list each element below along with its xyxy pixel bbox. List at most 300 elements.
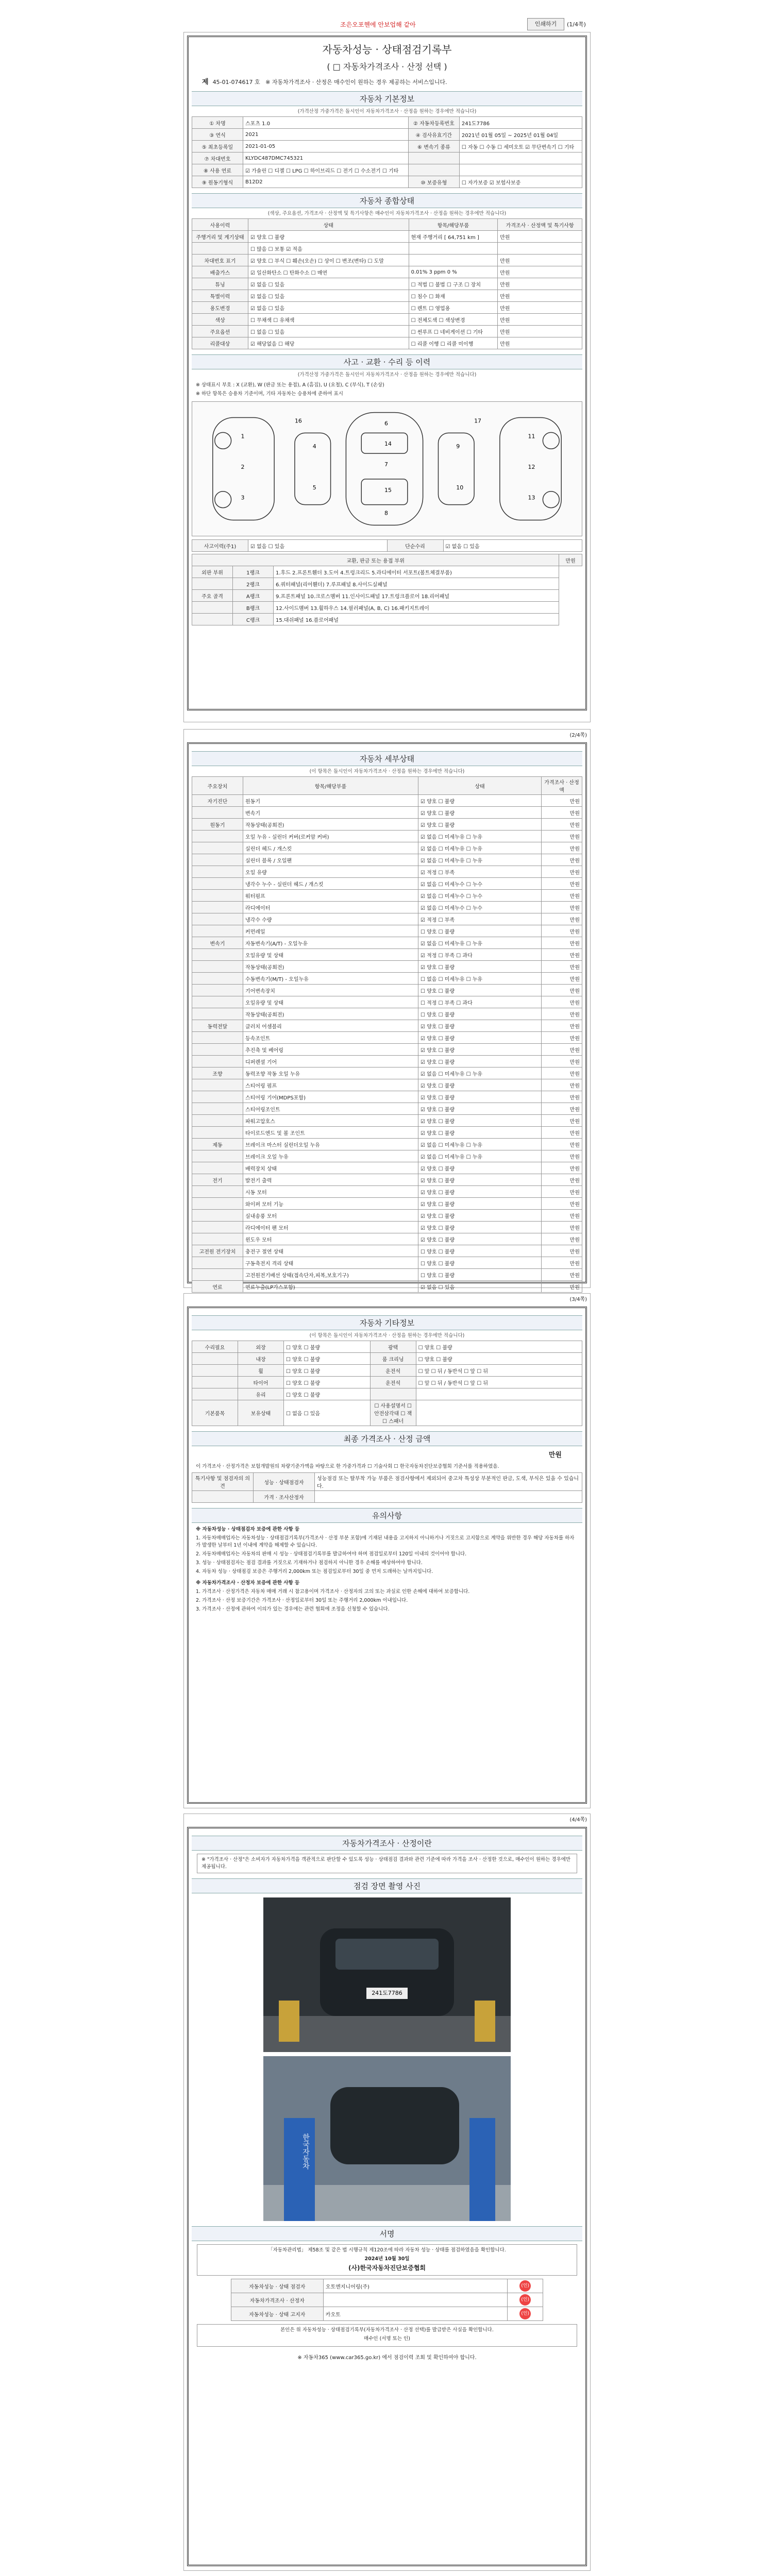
detail-state: ☐ 양호 ☐ 불량 [418,925,542,937]
detail-title: 자동차 세부상태 [192,751,582,766]
status-cell: 만원 [498,337,582,349]
other-cell: 타이어 [238,1377,284,1388]
detail-price: 만원 [542,1162,582,1174]
basic-info-cell: 2021년 01월 05일 ~ 2025년 01월 04일 [459,129,582,141]
detail-item: 라디에이터 [243,902,418,913]
document-title: 자동차성능 · 상태점검기록부 [322,43,452,56]
detail-state: ☑ 양호 ☐ 불량 [418,1186,542,1198]
basic-info-row [192,141,582,152]
detail-row [192,1198,582,1210]
status-cell: ☑ 해당없음 ☐ 해당 [248,337,409,349]
detail-state: ☑ 양호 ☐ 불량 [418,807,542,819]
price-note: 이 가격조사 · 산정가격은 보험개발원의 차량기준가액을 바탕으로 한 가중가격과 ☐ 기술사회 ☐ 한국자동차진단보증협회 기준서를 적용하였음. [196,1464,499,1469]
diagram-part-label: 12 [528,464,535,470]
detail-group [192,1032,243,1044]
basic-info-cell: ⑨ 원동기형식 [192,176,243,188]
detail-group: 변속기 [192,937,243,949]
detail-price: 만원 [542,878,582,890]
other-row [192,1400,582,1426]
frame-title: 교환, 판금 또는 용접 부위 [192,554,559,566]
detail-group [192,1198,243,1210]
detail-item: 변속기 [243,807,418,819]
status-cell: ☑ 없음 ☐ 있음 [248,278,409,290]
detail-group: 원동기 [192,819,243,831]
frame-cell: 외판 부위 [192,566,233,578]
detail-item: 작동상태(공회전) [243,1008,418,1020]
detail-state: ☑ 양호 ☐ 불량 [418,961,542,973]
basic-info-cell [408,164,459,176]
detail-price: 만원 [542,1115,582,1127]
detail-price: 만원 [542,949,582,961]
plate-number: 241도7786 [372,1990,402,1996]
detail-row [192,1008,582,1020]
detail-row [192,1079,582,1091]
status-cell: ☐ 적법 ☐ 불법 ☐ 구조 ☐ 장치 [409,278,498,290]
status-row [192,290,582,302]
detail-state: ☐ 양호 ☐ 불량 [418,1008,542,1020]
note-item: 3. 가격조사 · 산정에 관하여 이의가 있는 경우에는 관련 협회에 조정을 신청할 수 있습니다. [196,1606,390,1612]
other-row [192,1377,582,1388]
status-row [192,243,582,255]
detail-group [192,831,243,842]
detail-item: 실린더 블록 / 오일팬 [243,854,418,866]
price-table [192,1472,582,1503]
status-cell: ☐ 침수 ☐ 화재 [409,290,498,302]
detail-item: 원동기 [243,795,418,807]
detail-state: ☐ 적정 ☐ 부족 ☐ 과다 [418,996,542,1008]
detail-item: 수동변속기(M/T) - 오일누유 [243,973,418,985]
other-cell [192,1365,238,1377]
detail-group [192,1103,243,1115]
price-cell [192,1491,254,1503]
basic-info-cell [459,164,582,176]
basic-info-cell [408,152,459,164]
detail-sub: (이 항목은 돌시인이 자동차가격조사 · 산정을 원하는 경우에만 적습니다) [309,769,465,774]
basic-info-cell: 241도7786 [459,117,582,129]
detail-row [192,1210,582,1222]
detail-price: 만원 [542,1056,582,1067]
detail-item: 스티어링조인트 [243,1103,418,1115]
diagram-part-label: 4 [312,443,316,450]
page-4-number: (4/4쪽) [569,1817,587,1823]
detail-state: ☑ 적정 ☐ 부족 [418,913,542,925]
frame-table [192,554,582,625]
status-cell: ☐ 전체도색 ☐ 색상변경 [409,314,498,326]
detail-row [192,985,582,996]
status-cell: ☑ 없음 ☐ 있음 [248,302,409,314]
detail-group [192,1257,243,1269]
status-cell: 주요옵션 [192,326,248,337]
status-cell: ☑ 양호 ☐ 부식 ☐ 훼손(오손) ☐ 상이 ☐ 변조(변타) ☐ 도말 [248,255,409,266]
other-cell [192,1353,238,1365]
detail-row [192,1056,582,1067]
detail-item: 와이퍼 모터 기능 [243,1198,418,1210]
diagram-part-label: 9 [456,443,460,450]
other-cell: ☐ 양호 ☐ 불량 [284,1377,371,1388]
document-number: 제 45-01-074617 호 ※ 자동차가격조사 · 산정은 매수인이 원하는 경우 제공하는 서비스입니다. [202,78,447,86]
detail-group [192,1044,243,1056]
status-cell: 주행거리 및 계기상태 [192,231,248,243]
other-cell: 운전석 [370,1365,416,1377]
frame-cell: A랭크 [233,590,274,602]
other-cell: 보유상태 [238,1400,284,1426]
frame-cell: 1랭크 [233,566,274,578]
detail-state: ☑ 없음 ☐ 미세누유 ☐ 누유 [418,842,542,854]
detail-item: 발전기 출력 [243,1174,418,1186]
detail-group [192,807,243,819]
detail-state: ☑ 양호 ☐ 불량 [418,1198,542,1210]
detail-price: 만원 [542,996,582,1008]
detail-state: ☑ 없음 ☐ 미세누수 ☐ 누수 [418,890,542,902]
detail-price: 만원 [542,1210,582,1222]
detail-row [192,854,582,866]
detail-price: 만원 [542,1186,582,1198]
status-cell: 0.01% 3 ppm 0 % [409,266,498,278]
detail-price: 만원 [542,819,582,831]
detail-group: 동력전달 [192,1020,243,1032]
detail-group [192,1222,243,1233]
detail-price: 만원 [542,961,582,973]
detail-row [192,1222,582,1233]
seal-stamp-icon: (인) [519,2308,531,2319]
print-button[interactable]: 인쇄하기 [527,18,564,30]
detail-state: ☑ 양호 ☐ 불량 [418,1115,542,1127]
detail-state: ☑ 양호 ☐ 불량 [418,1127,542,1139]
detail-price: 만원 [542,985,582,996]
detail-state: ☑ 양호 ☐ 불량 [418,1091,542,1103]
note-item: 2. 가격조사 · 산정 보증기간은 가격조사 · 산정일로부터 30일 또는 주행거리 2,000km 이내입니다. [196,1598,408,1603]
accident-title: 사고 · 교환 · 수리 등 이력 [192,354,582,369]
detail-state: ☐ 없음 ☐ 미세누유 ☐ 누유 [418,973,542,985]
other-table [192,1341,582,1426]
detail-group [192,1056,243,1067]
detail-price: 만원 [542,1139,582,1150]
detail-price: 만원 [542,1257,582,1269]
price-cell: 성능점검 또는 탈부착 가능 부품은 점검사항에서 제외되어 중고차 특성상 부분적인 판금, 도색, 부식은 있을 수 있습니다. [315,1473,582,1491]
basic-info-cell: KLYDC487DMC745321 [243,152,409,164]
status-cell: ☐ 없음 ☐ 있음 [248,326,409,337]
detail-row [192,866,582,878]
frame-cell [192,578,233,590]
detail-price: 만원 [542,937,582,949]
status-row [192,337,582,349]
sign-table [231,2279,543,2321]
diagram-part-label: 6 [384,420,388,427]
detail-state: ☑ 없음 ☐ 미세누유 ☐ 누유 [418,1067,542,1079]
status-header: 사용이력 [192,219,248,231]
detail-row [192,1020,582,1032]
status-table [192,218,582,349]
detail-state: ☑ 양호 ☐ 불량 [418,1103,542,1115]
basic-info-cell: ② 자동차등록번호 [408,117,459,129]
page-3-number: (3/4쪽) [569,1297,587,1302]
detail-group [192,973,243,985]
detail-row [192,925,582,937]
basic-info-table [192,116,582,188]
detail-row [192,1174,582,1186]
detail-row [192,1269,582,1281]
sign-name: 카오토 [323,2307,507,2321]
detail-price: 만원 [542,1281,582,1293]
price-title: 최종 가격조사 · 산정 금액 [192,1431,582,1446]
detail-price: 만원 [542,1174,582,1186]
detail-item: 배력장치 상태 [243,1162,418,1174]
status-cell: 색상 [192,314,248,326]
detail-group [192,1091,243,1103]
note-item: 4. 자동차 성능 · 상태점검 보증은 주행거리 2,000km 또는 점검일로부터 30일 중 먼저 도래하는 날까지입니다. [196,1569,433,1574]
detail-row [192,949,582,961]
detail-item: 냉각수 누수 - 실린더 헤드 / 개스킷 [243,878,418,890]
detail-item: 워터펌프 [243,890,418,902]
status-cell: 현재 주행거리 [ 64,751 km ] [409,231,498,243]
detail-row [192,937,582,949]
status-cell: ☑ 없음 ☐ 있음 [248,290,409,302]
page-number: (1/4쪽) [567,21,586,28]
footer-note: ※ 자동차365 (www.car365.go.kr) 에서 점검이력 조회 및 확인하여야 합니다. [297,2355,477,2361]
detail-item: 타이로드엔드 및 볼 조인트 [243,1127,418,1139]
note-item: 1. 자동차매매업자는 자동차성능 · 상태점검기록부(가격조사 · 산정 부분 포함)에 기재된 내용을 고지하지 아니하거나 거짓으로 고지함으로 계약을 위반한 경우 해당 자동차를 하자가 발생한 날부터 1년 이내에 계약을 해제할 수 있습니다. [196,1535,575,1548]
detail-item: 오일 누유 - 실린더 커버(로커암 커버) [243,831,418,842]
sign-role: 자동차성능 · 상태 점검자 [231,2279,323,2293]
detail-state: ☑ 적정 ☐ 부족 ☐ 과다 [418,949,542,961]
diagram-part-label: 10 [456,484,464,491]
basic-info-title: 자동차 기본정보 [192,91,582,106]
detail-row [192,1186,582,1198]
detail-group: 고전원 전기장치 [192,1245,243,1257]
sign-seal [508,2307,543,2321]
detail-row [192,878,582,890]
note-item: 2. 자동차매매업자는 자동차의 판매 시 성능 · 상태점검기록부를 발급하여야 하며 점검일로부터 120일 이내의 것이어야 합니다. [196,1551,467,1557]
detail-state: ☑ 양호 ☐ 불량 [418,1174,542,1186]
detail-price: 만원 [542,1222,582,1233]
status-row [192,326,582,337]
diagram-part-label: 11 [528,433,535,440]
price-unit: 만원 [548,1451,562,1459]
detail-item: 충전구 절연 상태 [243,1245,418,1257]
detail-item: 등속조인트 [243,1032,418,1044]
status-cell: ☑ 양호 ☐ 불량 [248,231,409,243]
detail-row [192,1067,582,1079]
car-outline-icon [192,402,582,536]
detail-group [192,1269,243,1281]
other-cell: ☐ 양호 ☐ 불량 [416,1341,582,1353]
detail-group [192,842,243,854]
detail-row [192,913,582,925]
detail-item: 오일 유량 [243,866,418,878]
detail-row [192,1162,582,1174]
other-cell: 내장 [238,1353,284,1365]
detail-state: ☑ 양호 ☐ 불량 [418,1210,542,1222]
detail-row [192,996,582,1008]
diagram-part-label: 1 [241,433,245,440]
status-cell [498,243,582,255]
detail-price: 만원 [542,1091,582,1103]
detail-group [192,1079,243,1091]
detail-item: 클러치 어셈블리 [243,1020,418,1032]
other-cell: ☐ 사용설명서 ☐ 안전삼각대 ☐ 잭 ☐ 스패너 [370,1400,416,1426]
status-cell [409,243,498,255]
detail-item: 실린더 헤드 / 개스킷 [243,842,418,854]
basic-info-cell: 스포츠 1.0 [243,117,409,129]
detail-state: ☑ 없음 ☐ 미세누유 ☐ 누유 [418,937,542,949]
detail-price: 만원 [542,866,582,878]
status-cell: 만원 [498,302,582,314]
note-item: 1. 가격조사 · 산정가격은 자동차 매매 거래 시 참고용이며 가격조사 · 산정자의 고의 또는 과실로 인한 손해에 대하여 보증합니다. [196,1589,470,1595]
detail-state: ☑ 없음 ☐ 미세누수 ☐ 누수 [418,902,542,913]
detail-item: 실내송풍 모터 [243,1210,418,1222]
detail-row [192,1245,582,1257]
other-cell: 룸 크리닝 [370,1353,416,1365]
price-cell: 특기사항 및 점검자의 의견 [192,1473,254,1491]
accident-row [192,540,582,552]
basic-info-cell: ☑ 가솔린 ☐ 디젤 ☐ LPG ☐ 하이브리드 ☐ 전기 ☐ 수소전기 ☐ 기타 [243,164,409,176]
detail-price: 만원 [542,1044,582,1056]
status-cell: 만원 [498,231,582,243]
status-cell: 만원 [498,314,582,326]
status-sub: (색상, 주요옵션, 가격조사 · 산정액 및 특기사항은 매수인이 자동차가격조사 · 산정을 원하는 경우에만 적습니다) [267,211,507,216]
detail-price: 만원 [542,831,582,842]
basic-info-cell: ⑤ 최초등록일 [192,141,243,152]
detail-row [192,902,582,913]
detail-state: ☐ 양호 ☐ 불량 [418,1269,542,1281]
frame-row [192,614,582,625]
detail-row [192,1032,582,1044]
detail-row [192,1150,582,1162]
detail-state: ☑ 양호 ☐ 불량 [418,1020,542,1032]
detail-group [192,985,243,996]
basic-info-cell: B12D2 [243,176,409,188]
diagram-part-label: 8 [384,510,388,517]
status-row [192,278,582,290]
frame-cell: 2랭크 [233,578,274,590]
notes-section-1: ※ 자동차성능 · 상태점검자 보증에 관한 사항 등 1. 자동차매매업자는 자동차성능 · 상태점검기록부(가격조사 · 산정 부분 포함)에 기재된 내용을 고지하지 아니하거나 거짓으로 고지함으로 계약을 위반한 경우 해당 자동차를 하자가 발생한 날부터 1년 이내에 계약을 해제할 수 있습니다. 2. 자동차매매업자는 자동차의 판매 시 성능 · 상태점검기록부를 발급하여야 하며 점검일로부터 120일 이내의 것이어야 합니다. 3. 성능 · 상태점검자는 점검 결과를 거짓으로 기재하거나 점검하지 아니한 경우 손해를 배상하여야 합니다. 4. 자동차 성능 · 상태점검 보증은 주행거리 2,000km 또는 점검일로부터 30일 중 먼저 도래하는 날까지입니다. ※ 자동차가격조사 · 산정자 보증에 관한 사항 등 1. 가격조사 · 산정가격은 자동차 매매 거래 시 참고용이며 가격조사 · 산정자의 고의 또는 과실로 인한 손해에 대하여 보증합니다. 2. 가격조사 · 산정 보증기간은 가격조사 · 산정일로부터 30일 또는 주행거리 2,000km 이내입니다. 3. 가격조사 · 산정에 관하여 이의가 있는 경우에는 관련 협회에 조정을 신청할 수 있습니다. [192,1524,582,1617]
detail-price: 만원 [542,795,582,807]
sign-row [231,2293,543,2307]
diagram-part-label: 5 [312,484,316,491]
detail-state: ☑ 없음 ☐ 미세누수 ☐ 누수 [418,878,542,890]
photo-sign-text: 한국자동차 [301,2133,310,2170]
note-item: 3. 성능 · 상태점검자는 점검 결과를 거짓으로 기재하거나 점검하지 아니한 경우 손해를 배상하여야 합니다. [196,1560,423,1566]
sign-name: 오토엔지니어링(주) [323,2279,507,2293]
detail-state: ☑ 적정 ☐ 부족 [418,866,542,878]
detail-header: 가격조사 · 산정액 [542,777,582,795]
other-cell: 유리 [238,1388,284,1400]
sign-title: 서명 [192,2226,582,2241]
intro-title: 자동차가격조사 · 산정이란 [192,1836,582,1851]
accident-cell: 사고이력(주1) [192,540,248,552]
detail-row [192,1127,582,1139]
detail-row [192,1091,582,1103]
other-cell: 기본품목 [192,1400,238,1426]
detail-item: 냉각수 수량 [243,913,418,925]
detail-state: ☑ 양호 ☐ 불량 [418,1056,542,1067]
detail-item: 커먼레일 [243,925,418,937]
detail-state: ☑ 양호 ☐ 불량 [418,1233,542,1245]
frame-row [192,602,582,614]
detail-group [192,1115,243,1127]
detail-group [192,902,243,913]
notice-link[interactable]: 조은오포헨에 안보업해 같아 [340,21,416,28]
detail-item: 라디에이터 팬 모터 [243,1222,418,1233]
page-3 [183,1293,591,1808]
detail-group: 제동 [192,1139,243,1150]
other-cell [416,1388,582,1400]
detail-header: 항목/해당부품 [243,777,418,795]
frame-cell: 12.사이드멤버 13.휠하우스 14.필러패널(A, B, C) 16.패키지트레이 [274,602,559,614]
basic-info-cell: ⑦ 차대번호 [192,152,243,164]
other-cell [192,1388,238,1400]
detail-item: 자동변속기(A/T) - 오일누유 [243,937,418,949]
basic-info-row [192,164,582,176]
inspection-photo-rear [263,2056,511,2221]
status-row [192,231,582,243]
status-title: 자동차 종합상태 [192,193,582,208]
frame-cell [192,602,233,614]
status-cell: ☐ 렌트 ☐ 영업용 [409,302,498,314]
accident-cell: 단순수리 [387,540,443,552]
detail-state: ☑ 양호 ☐ 불량 [418,1032,542,1044]
frame-cell [192,614,233,625]
diagram-part-label: 16 [294,417,302,425]
status-row [192,302,582,314]
detail-item: 오일유량 및 상태 [243,949,418,961]
sign-name [323,2293,507,2307]
detail-row [192,1233,582,1245]
diagram-part-label: 15 [384,486,392,494]
basic-info-cell: ⑩ 보증유형 [408,176,459,188]
detail-price: 만원 [542,807,582,819]
detail-item: 구동축전지 격리 상태 [243,1257,418,1269]
basic-info-cell: ⑥ 변속기 종류 [408,141,459,152]
status-cell: 용도변경 [192,302,248,314]
page-1 [183,32,591,722]
other-cell: 운전석 [370,1377,416,1388]
detail-row [192,807,582,819]
detail-price: 만원 [542,1020,582,1032]
basic-info-cell: ☐ 자가보증 ☑ 보험사보증 [459,176,582,188]
diagram-part-label: 2 [241,464,245,470]
detail-state: ☑ 없음 ☐ 미세누유 ☐ 누유 [418,1150,542,1162]
status-cell: ☐ 썬루프 ☐ 네비게이션 ☐ 기타 [409,326,498,337]
frame-cell: C랭크 [233,614,274,625]
detail-state: ☑ 양호 ☐ 불량 [418,1044,542,1056]
detail-group [192,878,243,890]
other-row [192,1353,582,1365]
detail-item: 작동상태(공회전) [243,961,418,973]
status-cell: 만원 [498,278,582,290]
accident-notes: ※ 상태표시 부호 : X (교환), W (판금 또는 용접), A (흠집), U (요철), C (부식), T (손상) ※ 하단 항목은 승용차 기준이며, 기타 자동차는 승용차에 준하여 표시 [196,382,384,397]
detail-row [192,1281,582,1293]
sign-seal [508,2293,543,2307]
detail-row [192,1115,582,1127]
diagram-part-label: 17 [474,417,482,425]
accident-cell: ☑ 없음 ☐ 있음 [248,540,388,552]
detail-item: 동력조향 작동 오일 누유 [243,1067,418,1079]
other-cell [416,1400,582,1426]
detail-price: 만원 [542,1067,582,1079]
other-cell: ☐ 양호 ☐ 불량 [284,1365,371,1377]
basic-info-cell: ① 차명 [192,117,243,129]
sign-block: 「자동차관리법」 제58조 및 같은 법 시행규칙 제120조에 따라 자동차 성능 · 상태를 점검하였음을 확인합니다. 2024년 10월 30일 (사)한국자동차진단보증협회 [197,2244,577,2276]
status-row [192,266,582,278]
detail-price: 만원 [542,925,582,937]
other-cell: 외장 [238,1341,284,1353]
detail-state: ☑ 없음 ☐ 미세누유 ☐ 누유 [418,1139,542,1150]
detail-state: ☑ 없음 ☐ 미세누유 ☐ 누유 [418,854,542,866]
frame-row [192,566,582,578]
detail-item: 시동 모터 [243,1186,418,1198]
detail-row [192,973,582,985]
